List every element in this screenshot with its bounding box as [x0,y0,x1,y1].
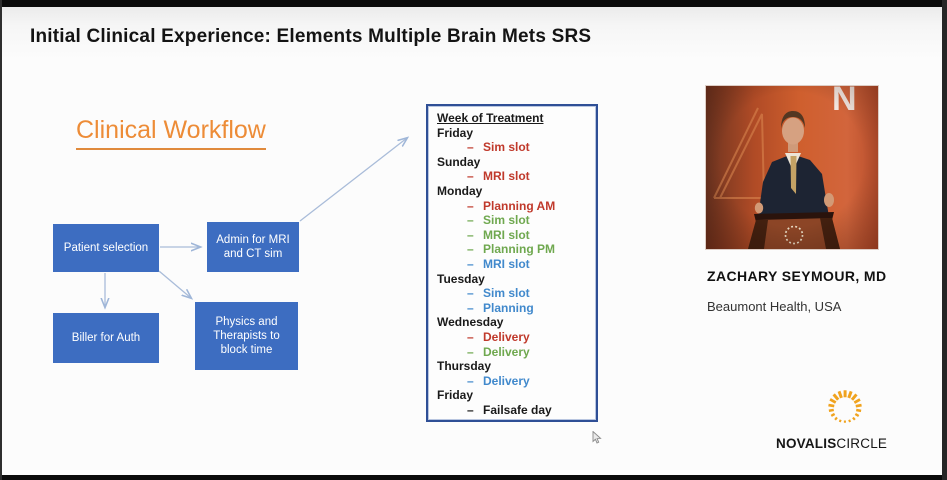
photo-vignette [706,86,878,249]
speaker-photo [705,85,879,250]
arrow-patient-to-physics [159,271,191,298]
schedule-day: Monday [437,183,483,198]
schedule-item-label: Planning AM [483,198,556,213]
dash-bullet: – [467,373,474,388]
schedule-item-label: Planning [483,300,534,315]
schedule-day: Thursday [437,359,492,374]
schedule-item [437,301,596,316]
schedule-title: Week of Treatment [437,111,544,125]
schedule-item [437,330,596,345]
dash-bullet: – [467,140,474,155]
novalis-circle-wordmark [776,436,887,451]
schedule-item-label: Delivery [483,329,530,344]
flow-node-patient-selection: Patient selection [53,224,159,272]
schedule-item-label: Delivery [483,344,530,359]
schedule-item [437,345,596,360]
letterbox-right [942,0,947,480]
schedule-item [437,374,596,389]
schedule-item [437,286,596,301]
dash-bullet: – [467,227,474,242]
dash-bullet: – [467,344,474,359]
wordmark-circle: CIRCLE [836,436,888,451]
dash-bullet: – [467,329,474,344]
schedule-item-label: Failsafe day [483,402,552,417]
schedule-item [437,228,596,243]
dash-bullet: – [467,256,474,271]
speaker-affiliation: Beaumont Health, USA [707,299,842,314]
schedule-item-label: Delivery [483,373,530,388]
schedule-day: Wednesday [437,315,504,330]
schedule-item-label: MRI slot [483,169,530,184]
letterbox-left [0,0,2,480]
schedule-item-label: Planning PM [483,242,555,257]
dash-bullet: – [467,402,474,417]
dash-bullet: – [467,213,474,228]
schedule-day: Friday [437,125,474,140]
letterbox-top [0,0,947,7]
dash-bullet: – [467,198,474,213]
schedule-item-label: Sim slot [483,140,530,155]
speaker-name: ZACHARY SEYMOUR, MD [707,268,887,284]
schedule-box [426,104,598,422]
section-heading: Clinical Workflow [76,116,266,150]
dash-bullet: – [467,169,474,184]
flow-node-admin-mri-ct: Admin for MRI and CT sim [207,222,299,272]
schedule-item-label: MRI slot [483,227,530,242]
dash-bullet: – [467,286,474,301]
schedule-item-label: Sim slot [483,286,530,301]
schedule-item [437,140,596,155]
schedule-item [437,169,596,184]
schedule-item-label: MRI slot [483,256,530,271]
schedule-item [437,257,596,272]
schedule-item [437,242,596,257]
schedule-day: Tuesday [437,271,485,286]
schedule-item [437,403,596,418]
dash-bullet: – [467,300,474,315]
schedule-day: Friday [437,388,474,403]
mouse-cursor [592,431,603,444]
letterbox-bottom [0,475,947,480]
schedule-item [437,199,596,214]
schedule-item-label: Sim slot [483,213,530,228]
arrow-admin-to-schedule [300,138,407,221]
wordmark-novalis: NOVALIS [776,436,837,451]
flow-node-biller-auth: Biller for Auth [53,313,159,363]
dash-bullet: – [467,242,474,257]
flow-node-physics-block-time: Physics and Therapists to block time [195,302,298,370]
schedule-item [437,213,596,228]
schedule-day: Sunday [437,154,481,169]
novalis-circle-logo-icon [817,380,873,436]
slide-title: Initial Clinical Experience: Elements Multiple Brain Mets SRS [30,26,592,47]
